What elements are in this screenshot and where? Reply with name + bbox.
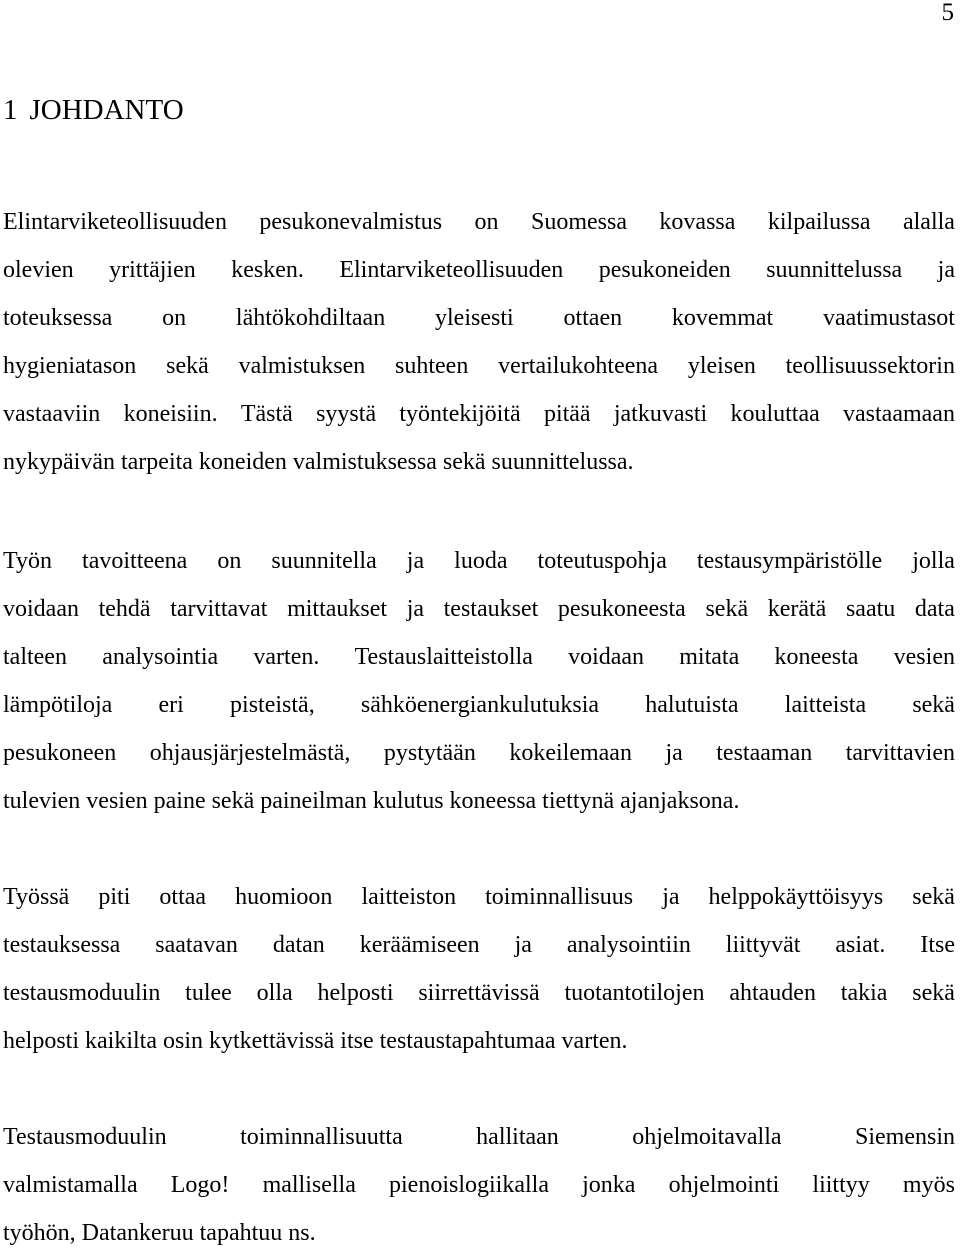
text-line: Työssä piti ottaa huomioon laitteiston toiminnallisuus ja helppokäyttöisyys sekä xyxy=(3,884,955,910)
paragraph-4 xyxy=(3,1113,955,1257)
text-line: nykypäivän tarpeita koneiden valmistuksessa sekä suunnittelussa. xyxy=(3,449,634,475)
text-line: lämpötiloja eri pisteistä, sähköenergiankulutuksia halutuista laitteista sekä xyxy=(3,692,955,718)
text-line: vastaaviin koneisiin. Tästä syystä työntekijöitä pitää jatkuvasti kouluttaa vastaamaan xyxy=(3,401,955,427)
text-line: hygieniatason sekä valmistuksen suhteen vertailukohteena yleisen teollisuussektorin xyxy=(3,353,955,379)
chapter-title: JOHDANTO xyxy=(29,94,184,126)
text-line: talteen analysointia varten. Testauslaitteistolla voidaan mitata koneesta vesien xyxy=(3,644,955,670)
paragraph-2 xyxy=(3,537,955,825)
text-line: toteuksessa on lähtökohdiltaan yleisesti ottaen kovemmat vaatimustasot xyxy=(3,305,955,331)
text-line: valmistamalla Logo! mallisella pienoislogiikalla jonka ohjelmointi liittyy myös xyxy=(3,1172,955,1198)
page-number: 5 xyxy=(941,0,954,26)
chapter-heading xyxy=(3,92,184,128)
text-line: tulevien vesien paine sekä paineilman kulutus koneessa tiettynä ajanjaksona. xyxy=(3,788,740,814)
text-line: Työn tavoitteena on suunnitella ja luoda toteutuspohja testausympäristölle jolla xyxy=(3,548,955,574)
text-line: olevien yrittäjien kesken. Elintarviketeollisuuden pesukoneiden suunnittelussa ja xyxy=(3,257,955,283)
text-line: työhön, Datankeruu tapahtuu ns. xyxy=(3,1220,316,1246)
text-line: testauksessa saatavan datan keräämiseen ja analysointiin liittyvät asiat. Itse xyxy=(3,932,955,958)
paragraph-3 xyxy=(3,873,955,1065)
paragraph-1 xyxy=(3,198,955,486)
text-line: voidaan tehdä tarvittavat mittaukset ja testaukset pesukoneesta sekä kerätä saatu data xyxy=(3,596,955,622)
chapter-number: 1 xyxy=(3,94,18,126)
text-line: pesukoneen ohjausjärjestelmästä, pystytään kokeilemaan ja testaaman tarvittavien xyxy=(3,740,955,766)
text-line: helposti kaikilta osin kytkettävissä itse testaustapahtumaa varten. xyxy=(3,1028,628,1054)
text-line: Elintarviketeollisuuden pesukonevalmistus on Suomessa kovassa kilpailussa alalla xyxy=(3,209,955,235)
text-line: Testausmoduulin toiminnallisuutta hallitaan ohjelmoitavalla Siemensin xyxy=(3,1124,955,1150)
text-line: testausmoduulin tulee olla helposti siirrettävissä tuotantotilojen ahtauden takia sekä xyxy=(3,980,955,1006)
